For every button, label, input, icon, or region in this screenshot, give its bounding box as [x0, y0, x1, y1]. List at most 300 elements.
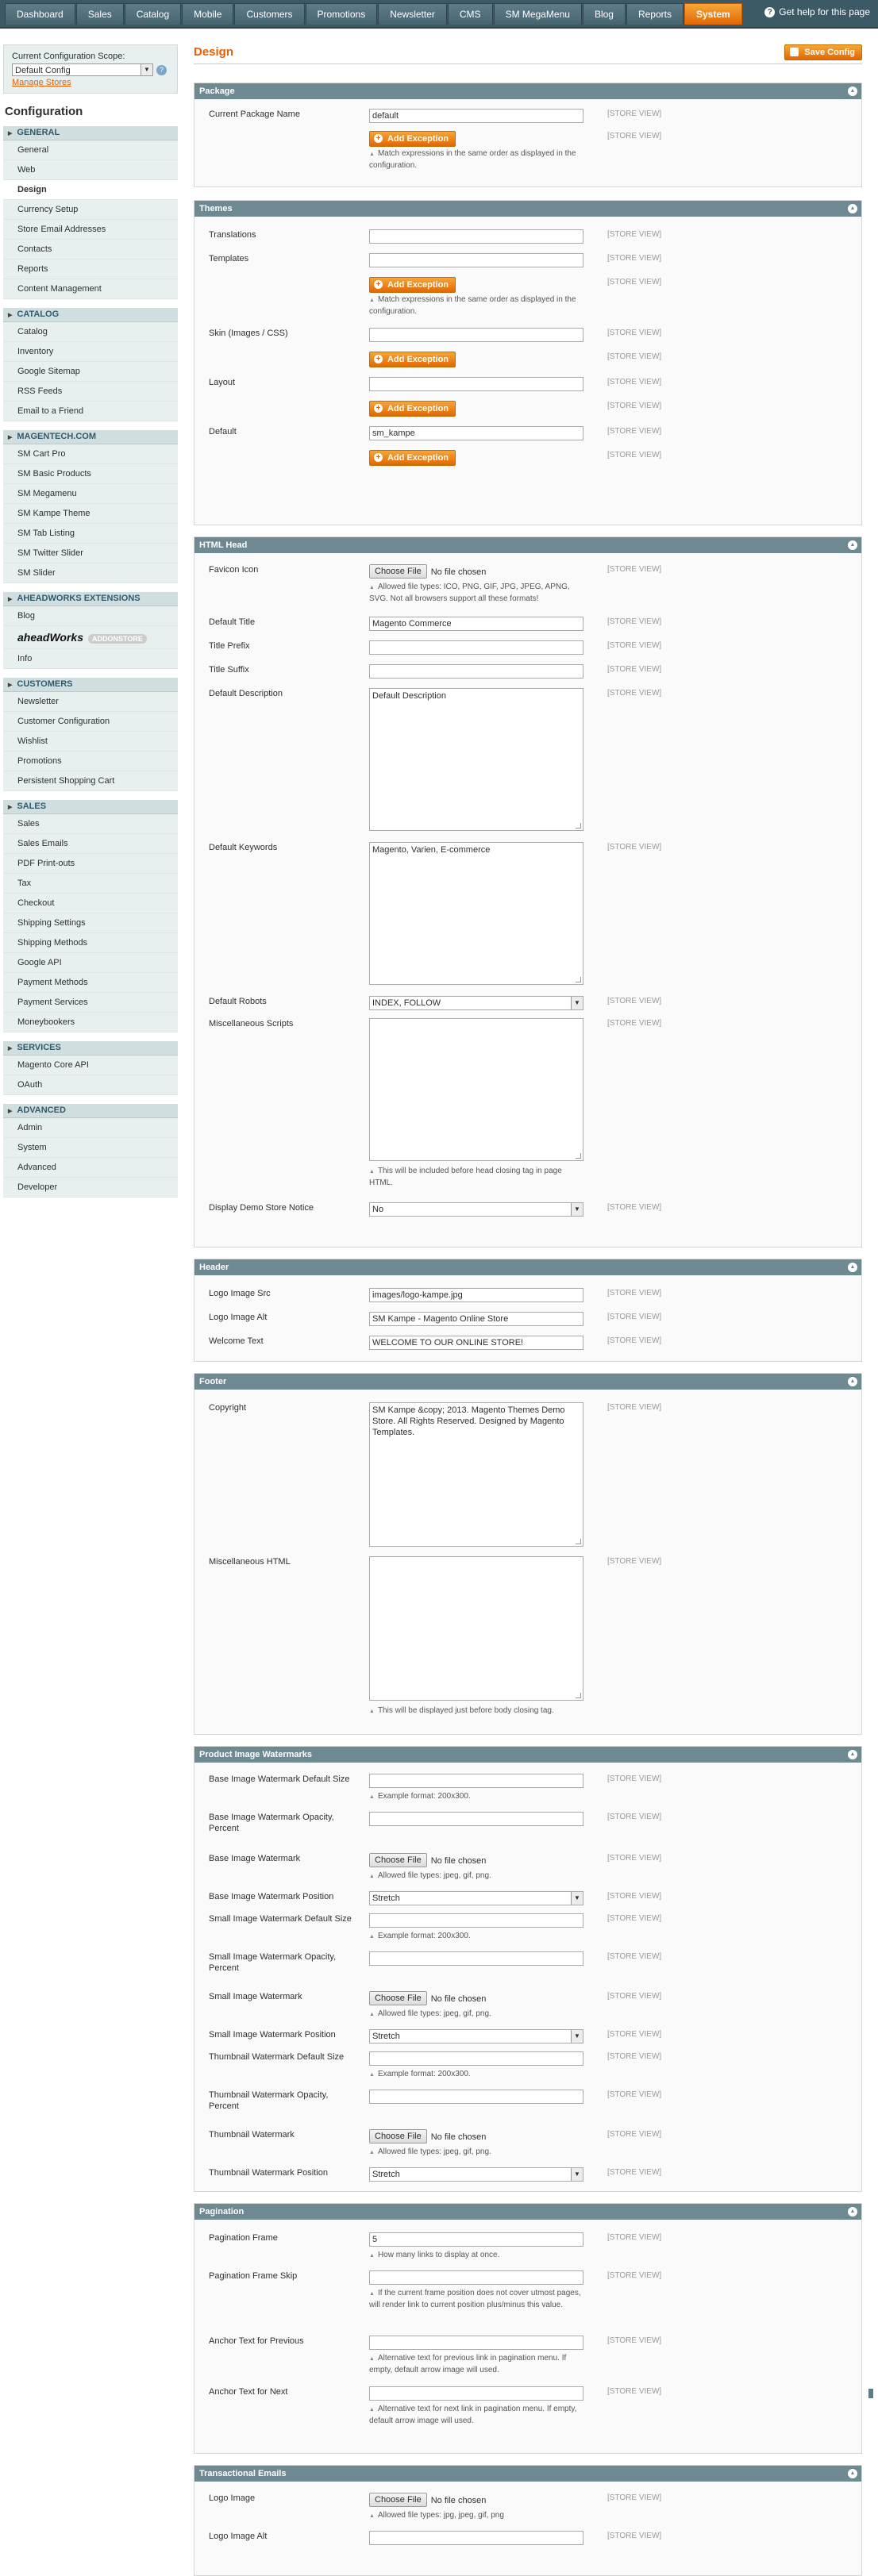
scroll-to-top-tab[interactable]: [868, 2389, 873, 2398]
thumbnail-watermark-size-input[interactable]: [369, 2051, 583, 2066]
hint-text: This will be included before head closing tag in page HTML.: [369, 1167, 562, 1187]
sidebar-item-google-sitemap[interactable]: Google Sitemap: [3, 362, 178, 382]
default-keywords-textarea[interactable]: [369, 842, 583, 985]
copyright-textarea[interactable]: [369, 1402, 583, 1547]
field-label: Small Image Watermark: [209, 1992, 302, 2001]
collapse-icon[interactable]: ▲: [848, 2469, 857, 2478]
scope-tag: [STORE VIEW]: [607, 2233, 662, 2242]
section-header[interactable]: [194, 1259, 861, 1275]
field-hint: [369, 2353, 583, 2376]
section-header-settings: [194, 1259, 862, 1362]
textarea-value: SM Kampe &copy; 2013. Magento Themes Demo Store. All Rights Reserved. Designed by Magento Templates.: [372, 1405, 565, 1437]
select-value: INDEX, FOLLOW: [372, 998, 441, 1008]
group-label: SALES: [17, 802, 47, 811]
title-prefix-input[interactable]: [369, 640, 583, 655]
save-icon: [790, 48, 799, 56]
nav-blog[interactable]: Blog: [583, 3, 626, 25]
triangle-icon: ▶: [8, 805, 13, 810]
group-sales[interactable]: [3, 799, 178, 814]
field-hint: [369, 2288, 583, 2311]
sidebar-item-email-to-a-friend[interactable]: Email to a Friend: [3, 402, 178, 421]
field-label: Skin (Images / CSS): [209, 329, 288, 338]
hint-text: Alternative text for next link in pagination menu. If empty, default arrow image will used.: [369, 2405, 577, 2425]
scope-tag: [STORE VIEW]: [607, 1952, 662, 1961]
sidebar-item-shipping-methods[interactable]: Shipping Methods: [3, 933, 178, 953]
triangle-icon: ▲: [369, 2253, 375, 2259]
triangle-icon: ▲: [369, 2072, 375, 2078]
sidebar-item-payment-methods[interactable]: Payment Methods: [3, 973, 178, 993]
section-title: Pagination: [199, 2207, 245, 2217]
select-value: Stretch: [372, 2032, 400, 2041]
base-watermark-position-select[interactable]: [369, 1891, 583, 1905]
field-label: Current Package Name: [209, 110, 300, 119]
field-label: Small Image Watermark Default Size: [209, 1914, 352, 1924]
section-header[interactable]: [194, 1374, 861, 1390]
aheadworks-logo-text: aheadWorks: [17, 631, 83, 644]
hint-text: If the current frame position does not cover utmost pages, will render link to current position plus/minus this value.: [369, 2289, 581, 2309]
scope-label: Current Configuration Scope:: [12, 52, 125, 61]
sidebar-item-store-email-addresses[interactable]: Store Email Addresses: [3, 220, 178, 240]
scope-tag: [STORE VIEW]: [607, 1336, 662, 1345]
sidebar-item-sm-megamenu[interactable]: SM Megamenu: [3, 484, 178, 504]
section-pagination: [194, 2203, 862, 2454]
sidebar-item-google-api[interactable]: Google API: [3, 953, 178, 973]
resize-handle[interactable]: [576, 1539, 581, 1544]
sidebar-item-promotions[interactable]: Promotions: [3, 752, 178, 771]
field-label: Thumbnail Watermark Opacity, Percent: [209, 2090, 329, 2111]
demo-notice-select[interactable]: [369, 1202, 583, 1217]
scope-tag: [STORE VIEW]: [607, 1914, 662, 1923]
field-label: Anchor Text for Next: [209, 2387, 288, 2397]
config-sidebar: [3, 44, 178, 1198]
field-hint: [369, 2510, 583, 2522]
section-header[interactable]: [194, 2466, 861, 2482]
scope-tag: [STORE VIEW]: [607, 1289, 662, 1298]
sidebar-item-wishlist[interactable]: Wishlist: [3, 732, 178, 752]
help-icon[interactable]: ?: [156, 65, 167, 75]
scope-tag: [STORE VIEW]: [607, 565, 662, 574]
section-title: Header: [199, 1263, 229, 1272]
nav-system[interactable]: System: [684, 3, 742, 25]
sidebar-item-catalog[interactable]: Catalog: [3, 322, 178, 342]
choose-file-button[interactable]: Choose File: [369, 1853, 427, 1867]
sidebar-item-general[interactable]: General: [3, 140, 178, 160]
nav-mobile[interactable]: Mobile: [182, 3, 233, 25]
sidebar-item-tax[interactable]: Tax: [3, 874, 178, 894]
select-value: Stretch: [372, 2170, 400, 2179]
field-label: Default Keywords: [209, 843, 278, 852]
scope-tag: [STORE VIEW]: [607, 132, 662, 140]
group-label: CUSTOMERS: [17, 679, 73, 689]
field-label: Anchor Text for Previous: [209, 2336, 304, 2346]
skin-input[interactable]: [369, 328, 583, 342]
resize-handle[interactable]: [576, 823, 581, 829]
choose-file-button[interactable]: Choose File: [369, 2129, 427, 2143]
sidebar-item-reports[interactable]: Reports: [3, 260, 178, 279]
sidebar-item-sm-cart-pro[interactable]: SM Cart Pro: [3, 444, 178, 464]
page-title: Design: [194, 44, 862, 64]
triangle-icon: ▲: [369, 2291, 375, 2297]
triangle-icon: ▲: [369, 2012, 375, 2017]
collapse-icon[interactable]: ▲: [848, 2207, 857, 2217]
scope-tag: [STORE VIEW]: [607, 1557, 662, 1566]
scope-switcher: [3, 44, 178, 94]
nav-dashboard[interactable]: Dashboard: [5, 3, 75, 25]
field-hint: [369, 2069, 583, 2081]
scope-tag: [STORE VIEW]: [607, 1203, 662, 1212]
scope-tag: [STORE VIEW]: [607, 1992, 662, 2001]
collapse-icon[interactable]: ▲: [848, 540, 857, 550]
sidebar-item-contacts[interactable]: Contacts: [3, 240, 178, 260]
scope-tag: [STORE VIEW]: [607, 2030, 662, 2039]
default-title-input[interactable]: Magento Commerce: [369, 617, 583, 631]
file-status: No file chosen: [430, 2496, 487, 2505]
small-watermark-size-input[interactable]: [369, 1913, 583, 1928]
button-label: Add Exception: [387, 134, 449, 144]
button-label: Add Exception: [387, 453, 449, 463]
sidebar-item-design[interactable]: Design: [3, 180, 178, 200]
sidebar-item-newsletter[interactable]: Newsletter: [3, 692, 178, 712]
small-watermark-position-select[interactable]: [369, 2029, 583, 2043]
scope-tag: [STORE VIEW]: [607, 2168, 662, 2177]
field-label: Logo Image Alt: [209, 2532, 268, 2541]
triangle-icon: ▲: [369, 585, 375, 590]
base-watermark-file-input[interactable]: [369, 1853, 486, 1867]
group-advanced[interactable]: [3, 1103, 178, 1118]
triangle-icon: ▲: [369, 2513, 375, 2519]
button-label: Add Exception: [387, 355, 449, 364]
package-name-input[interactable]: default: [369, 109, 583, 123]
scope-tag: [STORE VIEW]: [607, 1774, 662, 1783]
chevron-down-icon: ▼: [571, 2168, 583, 2181]
section-header[interactable]: [194, 2204, 861, 2220]
sidebar-item-pdf-print-outs[interactable]: PDF Print-outs: [3, 854, 178, 874]
sidebar-item-checkout[interactable]: Checkout: [3, 894, 178, 913]
section-title: HTML Head: [199, 540, 248, 550]
field-hint: [369, 148, 583, 171]
hint-text: Allowed file types: ICO, PNG, GIF, JPG, JPEG, APNG, SVG. Not all browsers support all these formats!: [369, 582, 570, 603]
group-catalog[interactable]: [3, 307, 178, 322]
field-label: Miscellaneous HTML: [209, 1557, 291, 1567]
triangle-icon: ▲: [369, 2150, 375, 2155]
translations-input[interactable]: [369, 229, 583, 244]
scope-tag: [STORE VIEW]: [607, 1403, 662, 1412]
add-exception-button[interactable]: [369, 131, 456, 147]
group-label: ADVANCED: [17, 1105, 66, 1115]
triangle-icon: ▶: [8, 1046, 13, 1052]
collapse-icon[interactable]: ▲: [848, 204, 857, 213]
button-label: Add Exception: [387, 404, 449, 413]
nav-sm-megamenu[interactable]: SM MegaMenu: [494, 3, 582, 25]
plus-icon: +: [374, 355, 383, 363]
sidebar-item-sm-kampe-theme[interactable]: SM Kampe Theme: [3, 504, 178, 524]
collapse-icon[interactable]: ▲: [848, 1750, 857, 1759]
section-header[interactable]: [194, 1747, 861, 1763]
sidebar-item-inventory[interactable]: Inventory: [3, 342, 178, 362]
plus-icon: +: [374, 453, 383, 462]
field-label: Logo Image: [209, 2493, 256, 2503]
field-label: Thumbnail Watermark Position: [209, 2168, 328, 2178]
field-label: Base Image Watermark Position: [209, 1892, 334, 1901]
field-label: Logo Image Alt: [209, 1313, 268, 1322]
scope-tag: [STORE VIEW]: [607, 2130, 662, 2139]
scope-tag: [STORE VIEW]: [607, 254, 662, 263]
field-label: Small Image Watermark Opacity, Percent: [209, 1952, 337, 1973]
nav-cms[interactable]: CMS: [448, 3, 493, 25]
default-robots-select[interactable]: [369, 996, 583, 1010]
section-themes: [194, 200, 862, 525]
logo-alt-input[interactable]: SM Kampe - Magento Online Store: [369, 1312, 583, 1326]
field-label: Default Description: [209, 689, 283, 698]
scope-tag: [STORE VIEW]: [607, 2532, 662, 2540]
sidebar-item-system[interactable]: System: [3, 1138, 178, 1158]
hint-text: Alternative text for previous link in pagination menu. If empty, default arrow image will used.: [369, 2354, 567, 2374]
select-value: Stretch: [372, 1894, 400, 1903]
plus-icon: +: [374, 134, 383, 143]
hint-text: Allowed file types: jpeg, gif, png.: [377, 1871, 491, 1880]
field-hint: [369, 2009, 583, 2020]
scope-tag: [STORE VIEW]: [607, 665, 662, 674]
file-status: No file chosen: [430, 1856, 487, 1866]
nav-sales[interactable]: Sales: [76, 3, 124, 25]
field-hint: [369, 2404, 583, 2427]
email-logo-file-input[interactable]: [369, 2493, 486, 2507]
resize-handle[interactable]: [576, 1693, 581, 1698]
section-footer: [194, 1373, 862, 1735]
section-transactional-emails: [194, 2465, 862, 2576]
collapse-icon[interactable]: ▲: [848, 1263, 857, 1272]
hint-text: Match expressions in the same order as displayed in the configuration.: [369, 149, 576, 170]
field-label: Copyright: [209, 1403, 247, 1413]
save-config-button[interactable]: [784, 44, 862, 60]
field-label: Translations: [209, 230, 256, 240]
layout-input[interactable]: [369, 377, 583, 391]
scope-tag: [STORE VIEW]: [607, 1019, 662, 1028]
sidebar-item-admin[interactable]: Admin: [3, 1118, 178, 1138]
select-value: No: [372, 1205, 384, 1214]
field-label: Thumbnail Watermark Default Size: [209, 2052, 345, 2062]
triangle-icon: ▶: [8, 1109, 13, 1114]
scope-tag: [STORE VIEW]: [607, 843, 662, 852]
templates-input[interactable]: [369, 253, 583, 267]
configuration-title: Configuration: [5, 105, 83, 118]
field-label: Base Image Watermark: [209, 1854, 301, 1863]
sidebar-item-moneybookers[interactable]: Moneybookers: [3, 1013, 178, 1032]
scope-tag: [STORE VIEW]: [607, 641, 662, 650]
hint-text: Match expressions in the same order as displayed in the configuration.: [369, 295, 576, 316]
sidebar-item-rss-feeds[interactable]: RSS Feeds: [3, 382, 178, 402]
scope-tag: [STORE VIEW]: [607, 230, 662, 239]
triangle-icon: ▶: [8, 131, 13, 136]
misc-scripts-textarea[interactable]: [369, 1018, 583, 1161]
field-hint: [369, 582, 583, 605]
group-customers[interactable]: [3, 677, 178, 692]
pagination-frame-input[interactable]: 5: [369, 2232, 583, 2247]
field-label: Thumbnail Watermark: [209, 2130, 295, 2140]
pagination-skip-input[interactable]: [369, 2270, 583, 2285]
file-status: No file chosen: [430, 1994, 487, 2004]
base-watermark-size-input[interactable]: [369, 1774, 583, 1788]
chevron-down-icon: ▼: [141, 64, 152, 75]
email-logo-alt-input[interactable]: [369, 2531, 583, 2545]
section-title: Package: [199, 87, 235, 96]
thumbnail-watermark-position-select[interactable]: [369, 2167, 583, 2182]
group-aheadworks[interactable]: [3, 591, 178, 606]
help-link[interactable]: [764, 6, 870, 17]
choose-file-button[interactable]: Choose File: [369, 2493, 427, 2507]
section-header[interactable]: [194, 201, 861, 217]
favicon-file-input[interactable]: [369, 564, 486, 579]
sidebar-item-content-management[interactable]: Content Management: [3, 279, 178, 299]
triangle-icon: ▶: [8, 313, 13, 318]
scope-tag: [STORE VIEW]: [607, 2493, 662, 2502]
nav-promotions[interactable]: Promotions: [306, 3, 378, 25]
group-magentech[interactable]: [3, 429, 178, 444]
default-description-textarea[interactable]: [369, 688, 583, 831]
field-label: Welcome Text: [209, 1336, 264, 1346]
add-exception-button[interactable]: [369, 401, 456, 417]
sidebar-item-sm-basic-products[interactable]: SM Basic Products: [3, 464, 178, 484]
scope-tag: [STORE VIEW]: [607, 1854, 662, 1863]
manage-stores-link[interactable]: Manage Stores: [12, 78, 71, 87]
sidebar-item-sm-slider[interactable]: SM Slider: [3, 563, 178, 583]
sidebar-item-sm-tab-listing[interactable]: SM Tab Listing: [3, 524, 178, 544]
section-header[interactable]: [194, 537, 861, 553]
chevron-down-icon: ▼: [571, 997, 583, 1009]
field-hint: [369, 2250, 583, 2262]
field-hint: [369, 1931, 583, 1943]
choose-file-button[interactable]: Choose File: [369, 1991, 427, 2005]
field-label: Default Title: [209, 617, 256, 627]
sidebar-item-sales[interactable]: Sales: [3, 814, 178, 834]
hint-text: Allowed file types: jpeg, gif, png.: [377, 2147, 491, 2156]
small-watermark-file-input[interactable]: [369, 1991, 486, 2005]
sidebar-item-oauth[interactable]: OAuth: [3, 1075, 178, 1095]
section-html-head: [194, 536, 862, 1248]
field-label: Pagination Frame Skip: [209, 2271, 298, 2281]
nav-reports[interactable]: Reports: [626, 3, 684, 25]
textarea-value: Magento, Varien, E-commerce: [372, 845, 491, 855]
top-navigation: [0, 0, 878, 29]
resize-handle[interactable]: [576, 1153, 581, 1159]
title-suffix-input[interactable]: [369, 664, 583, 679]
field-hint: [369, 1705, 583, 1717]
textarea-value: Default Description: [372, 691, 446, 701]
scope-tag: [STORE VIEW]: [607, 2336, 662, 2345]
field-label: Default: [209, 427, 237, 436]
file-status: No file chosen: [430, 2132, 487, 2142]
field-label: Miscellaneous Scripts: [209, 1019, 294, 1028]
choose-file-button[interactable]: Choose File: [369, 564, 427, 579]
sidebar-item-developer[interactable]: Developer: [3, 1178, 178, 1198]
sidebar-item-shipping-settings[interactable]: Shipping Settings: [3, 913, 178, 933]
group-general[interactable]: [3, 125, 178, 140]
sidebar-item-advanced[interactable]: Advanced: [3, 1158, 178, 1178]
scope-select[interactable]: [12, 63, 153, 76]
add-exception-button[interactable]: [369, 277, 456, 293]
section-watermarks: [194, 1746, 862, 2192]
field-label: Pagination Frame: [209, 2233, 278, 2243]
resize-handle[interactable]: [576, 977, 581, 982]
sidebar-item-payment-services[interactable]: Payment Services: [3, 993, 178, 1013]
scope-tag: [STORE VIEW]: [607, 617, 662, 626]
hint-text: Allowed file types: jpg, jpeg, gif, png: [377, 2511, 504, 2520]
sidebar-item-persistent-shopping-cart[interactable]: Persistent Shopping Cart: [3, 771, 178, 791]
sidebar-item-sm-twitter-slider[interactable]: SM Twitter Slider: [3, 544, 178, 563]
scope-tag: [STORE VIEW]: [607, 427, 662, 436]
anchor-next-input[interactable]: [369, 2386, 583, 2401]
collapse-icon[interactable]: ▲: [848, 1377, 857, 1386]
addonstore-badge: ADDONSTORE: [88, 634, 147, 644]
hint-text: Allowed file types: jpeg, gif, png.: [377, 2009, 491, 2018]
logo-src-input[interactable]: images/logo-kampe.jpg: [369, 1288, 583, 1302]
misc-html-textarea[interactable]: [369, 1556, 583, 1701]
scope-tag: [STORE VIEW]: [607, 329, 662, 337]
add-exception-button[interactable]: [369, 450, 456, 466]
aheadworks-logo[interactable]: [3, 626, 178, 649]
collapse-icon[interactable]: ▲: [848, 87, 857, 96]
section-package: [194, 83, 862, 187]
scope-tag: [STORE VIEW]: [607, 689, 662, 698]
scope-tag: [STORE VIEW]: [607, 2271, 662, 2280]
sidebar-item-web[interactable]: Web: [3, 160, 178, 180]
group-services[interactable]: [3, 1040, 178, 1055]
sidebar-item-magento-core-api[interactable]: Magento Core API: [3, 1055, 178, 1075]
nav-catalog[interactable]: Catalog: [125, 3, 181, 25]
base-watermark-opacity-input[interactable]: [369, 1812, 583, 1826]
section-header[interactable]: [194, 83, 861, 99]
plus-icon: +: [374, 404, 383, 413]
scope-tag: [STORE VIEW]: [607, 402, 662, 410]
sidebar-item-info[interactable]: Info: [3, 649, 178, 669]
small-watermark-opacity-input[interactable]: [369, 1951, 583, 1966]
add-exception-button[interactable]: [369, 352, 456, 367]
scope-tag: [STORE VIEW]: [607, 110, 662, 118]
triangle-icon: ▲: [369, 298, 375, 303]
scope-tag: [STORE VIEW]: [607, 2090, 662, 2099]
sidebar-item-sales-emails[interactable]: Sales Emails: [3, 834, 178, 854]
triangle-icon: ▲: [369, 2407, 375, 2413]
scope-tag: [STORE VIEW]: [607, 278, 662, 286]
scope-tag: [STORE VIEW]: [607, 1813, 662, 1821]
welcome-text-input[interactable]: WELCOME TO OUR ONLINE STORE!: [369, 1336, 583, 1350]
sidebar-item-customer-configuration[interactable]: Customer Configuration: [3, 712, 178, 732]
hint-text: Example format: 200x300.: [377, 1932, 471, 1940]
scope-tag: [STORE VIEW]: [607, 2052, 662, 2061]
scope-value: Default Config: [15, 66, 71, 75]
field-label: Favicon Icon: [209, 565, 259, 575]
field-label: Layout: [209, 378, 236, 387]
thumbnail-watermark-file-input[interactable]: [369, 2129, 486, 2143]
field-hint: [369, 2147, 583, 2159]
default-theme-input[interactable]: sm_kampe: [369, 426, 583, 440]
field-label: Title Prefix: [209, 641, 250, 651]
field-hint: [369, 1870, 583, 1882]
anchor-previous-input[interactable]: [369, 2336, 583, 2350]
scope-tag: [STORE VIEW]: [607, 1313, 662, 1321]
thumbnail-watermark-opacity-input[interactable]: [369, 2090, 583, 2104]
main-content: [194, 44, 862, 2541]
chevron-down-icon: ▼: [571, 1203, 583, 1216]
sidebar-item-currency-setup[interactable]: Currency Setup: [3, 200, 178, 220]
main-menu: [5, 3, 743, 25]
field-label: Small Image Watermark Position: [209, 2030, 336, 2040]
nav-customers[interactable]: Customers: [234, 3, 304, 25]
sidebar-item-blog[interactable]: Blog: [3, 606, 178, 626]
group-label: GENERAL: [17, 128, 60, 137]
group-label: AHEADWORKS EXTENSIONS: [17, 594, 141, 603]
nav-newsletter[interactable]: Newsletter: [378, 3, 447, 25]
